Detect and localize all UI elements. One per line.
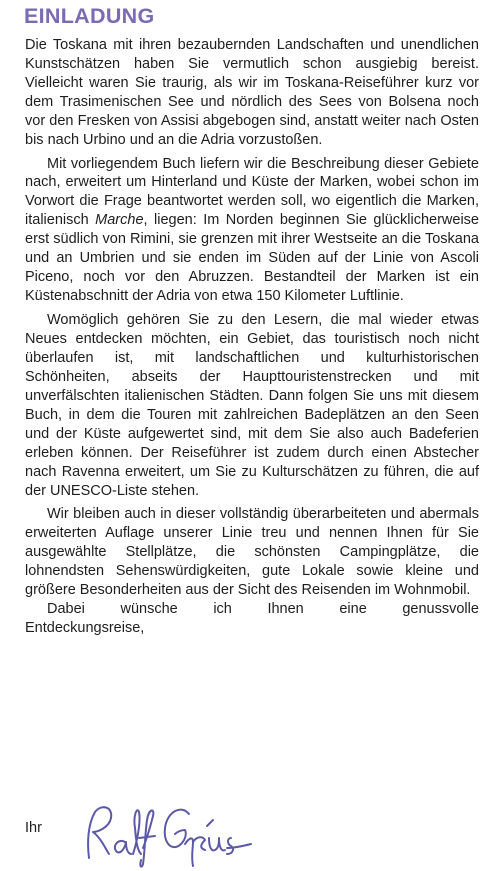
paragraph-1: Die Toskana mit ihren bezaubernden Landschaften und unendlichen Kunstschätzen haben Sie vermutlich schon ausgiebig bereist. Vielleicht waren Sie traurig, als wir im Toskana-Reiseführer kurz vor dem Trasimenischen See und nördlich des Sees von Bolsena noch vor den Fresken von Assisi abgebogen sind, anstatt weiter nach Osten bis nach Urbino und an die Adria vorzustoßen. xyxy=(25,37,479,148)
invitation-body xyxy=(25,36,479,638)
italic-term: Marche xyxy=(95,212,144,229)
paragraph-2: Mit vorliegendem Buch liefern wir die Beschreibung dieser Gebiete nach, erweitert um Hinterland und Küste der Marken, wobei schon im Vorwort die Frage beantwortet werden soll, wo eigentlich die Marken, italienisch Marche, liegen: Im Norden beginnen Sie glücklicherweise erst südlich von Rimini, sie grenzen mit ihrer Westseite an die Toskana und an Umbrien und sie enden im Süden auf der Linie von Ascoli Piceno, noch vor den Abruzzen. Bestandteil der Marken ist ein Küstenabschnitt der Adria von etwa 150 Kilometer Luftlinie. xyxy=(25,155,479,305)
closing-line-1 xyxy=(25,600,479,619)
closing-word: Dabei xyxy=(47,601,85,618)
closing-word: ich xyxy=(213,601,232,618)
closing-word: eine xyxy=(339,601,367,618)
paragraph-4: Wir bleiben auch in dieser vollständig überarbeiteten und abermals erweiterten Auflage unserer Linie treu und nennen Ihnen für Sie ausgewählte Stellplätze, die schönsten Campingplätze, die lohnendsten Sehenswürdigkeiten, gute Lokale sowie kleine und größere Besonderheiten aus der Sicht des Reisenden im Wohnmobil. xyxy=(25,506,479,599)
closing-word: genussvolle xyxy=(402,601,479,618)
page-title: EINLADUNG xyxy=(24,4,155,28)
closing-word: Ihnen xyxy=(267,601,304,618)
signature-block xyxy=(25,808,325,868)
closing-word: wünsche xyxy=(120,601,178,618)
closing-line-2: Entdeckungsreise, xyxy=(25,619,145,636)
handwritten-signature xyxy=(81,798,261,870)
paragraph-3: Womöglich gehören Sie zu den Lesern, die mal wieder etwas Neues entdecken möchten, ein Gebiet, das touristisch noch nicht überlaufen ist, mit landschaftlichen und kulturhistorischen Schönheiten, abseits der Haupttouristenstrecken und mit unverfälschten italienischen Städten. Dann folgen Sie uns mit diesem Buch, in dem die Touren mit zahlreichen Badeplätzen an den Seen und der Küste aufgewertet sind, mit dem Sie also auch Badeferien erleben können. Der Reiseführer ist zudem durch einen Abstecher nach Ravenna erweitert, um Sie zu Kulturschätzen zu führen, die auf der UNESCO-Liste stehen. xyxy=(25,311,479,499)
sign-label: Ihr xyxy=(25,820,42,836)
